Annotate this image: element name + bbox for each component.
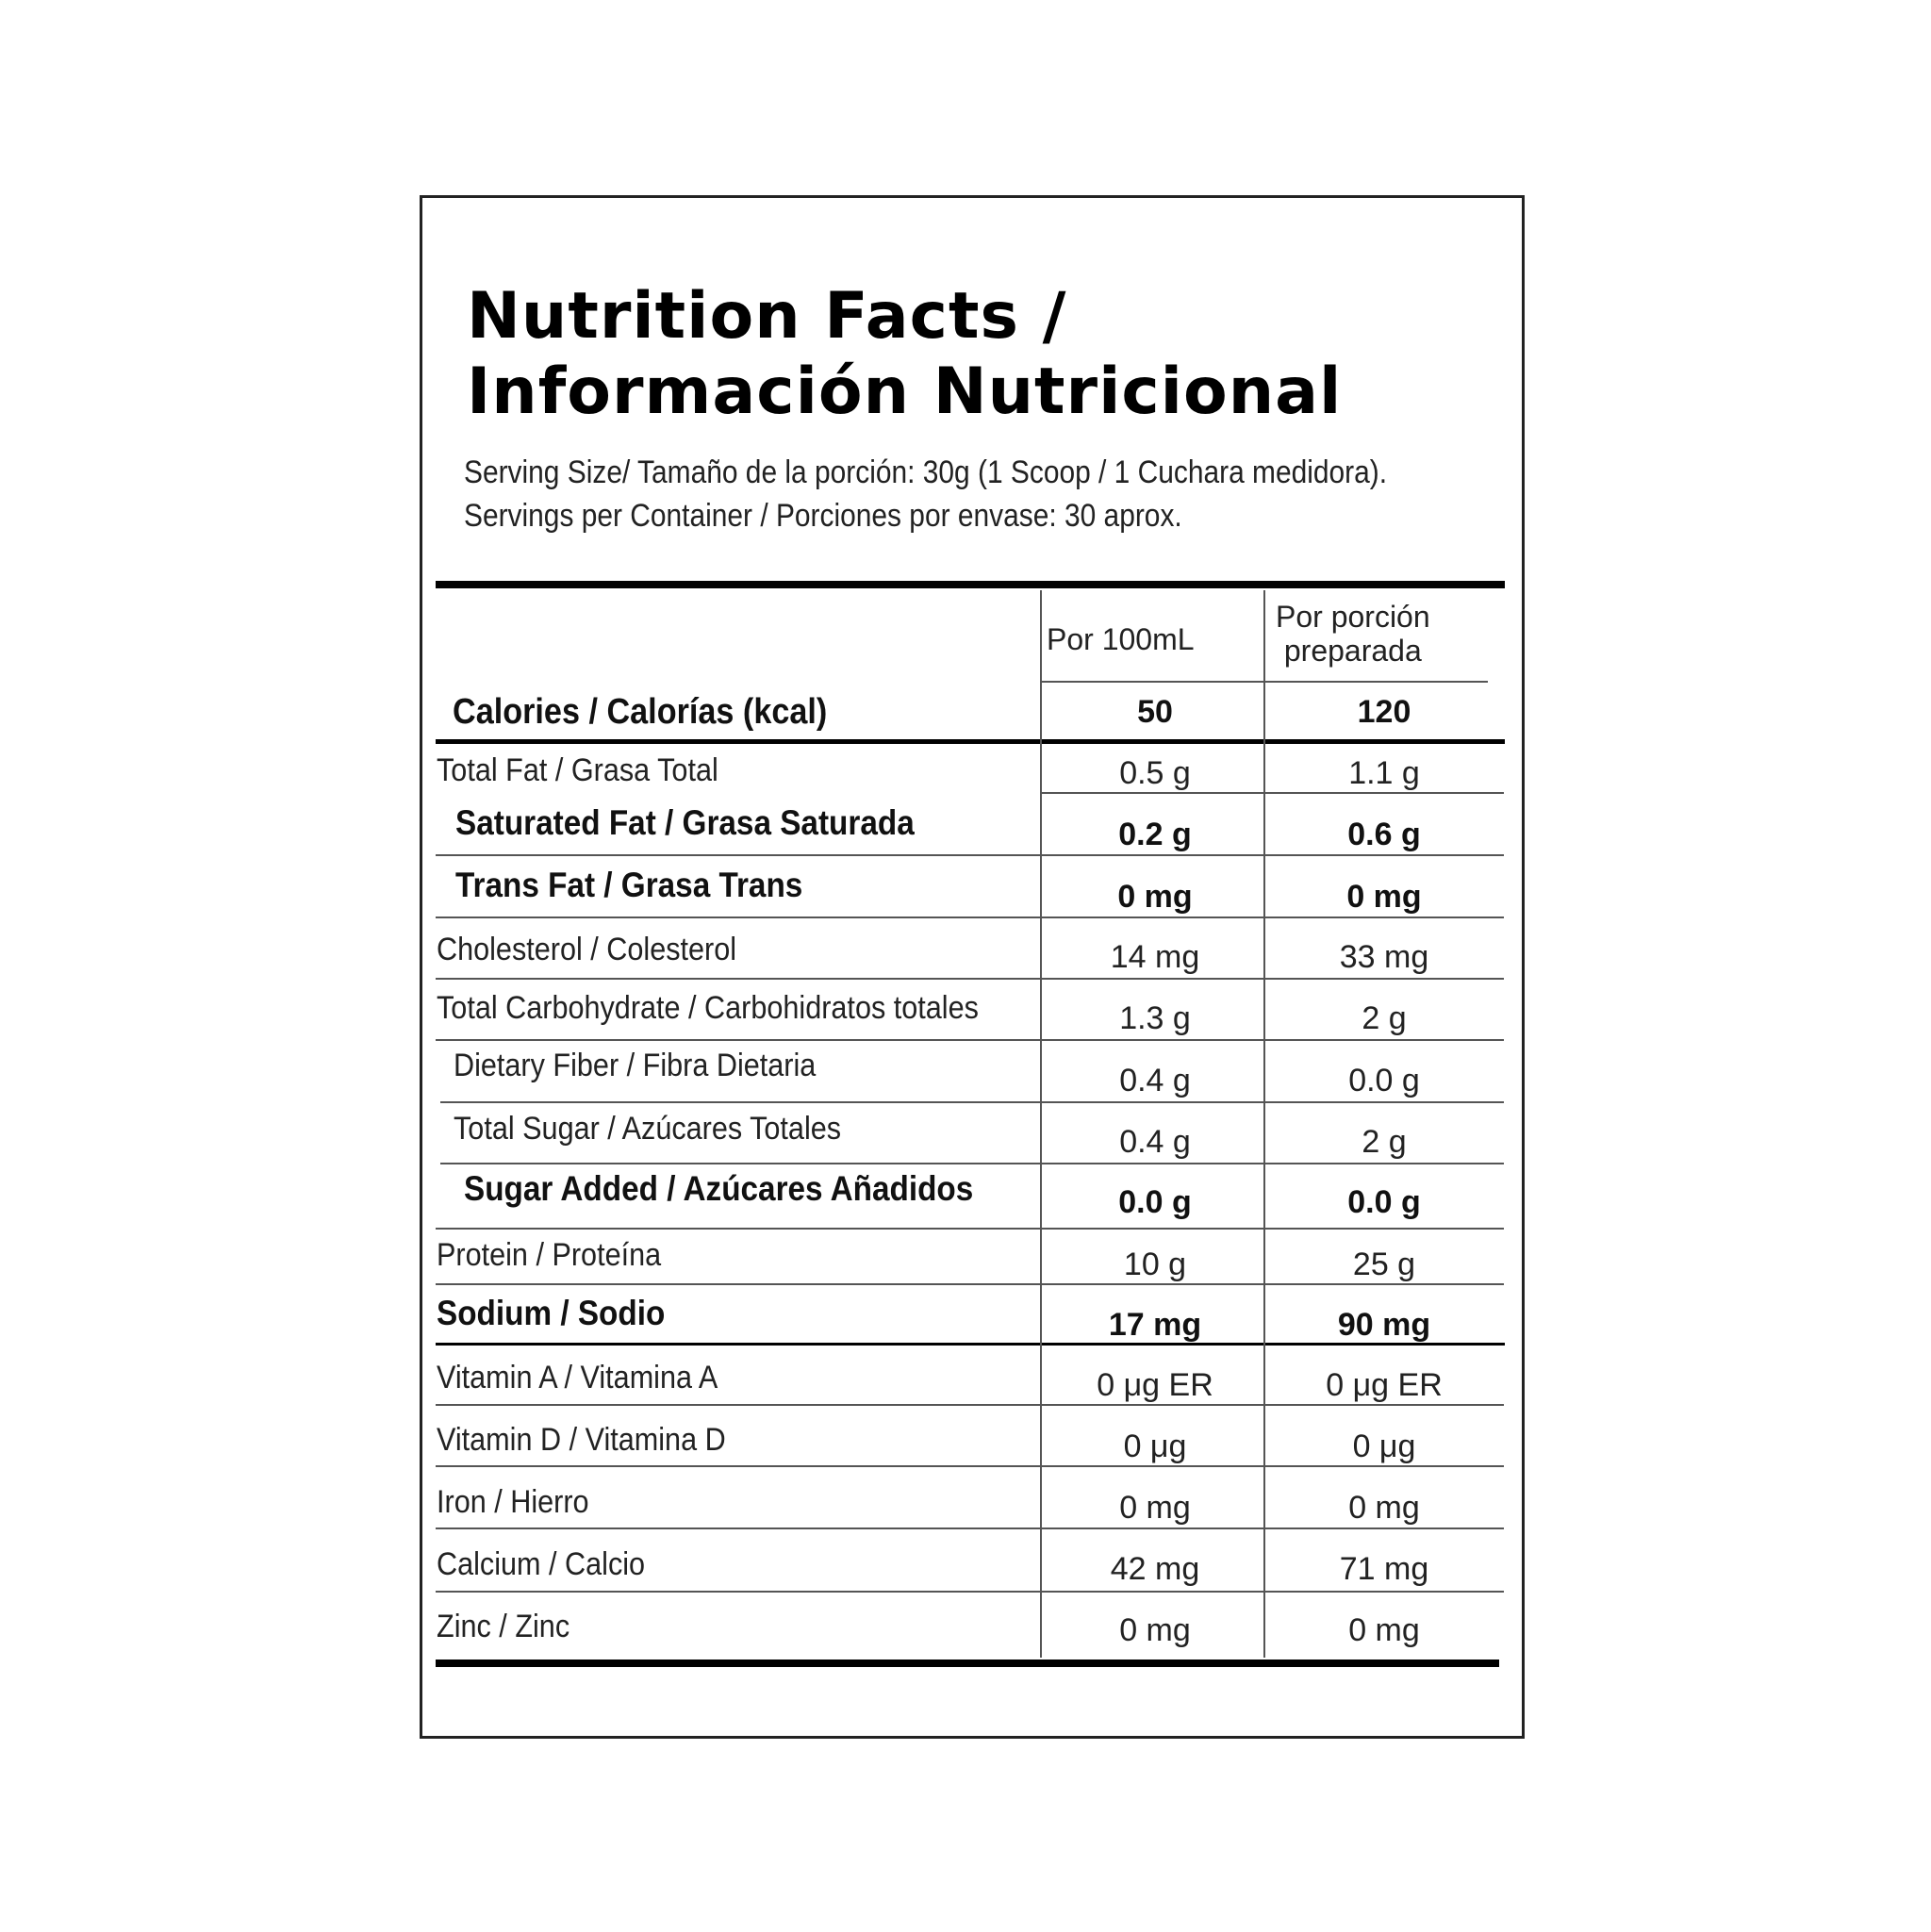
row-value-dietary-fiber-serving: 0.0 g [1348,1063,1420,1098]
title-line-2: Información Nutricional [467,355,1343,429]
row-value-sodium-serving: 90 mg [1337,1307,1431,1343]
per-serving-line-1: Por porción [1276,600,1430,634]
row-value-calories-serving: 120 [1357,694,1411,730]
row-label-total-sugar: Total Sugar / Azúcares Totales [454,1111,842,1147]
label-title [467,279,1342,430]
row-value-total-fat-serving: 1.1 g [1348,755,1420,791]
row-value-protein-100ml: 10 g [1123,1247,1187,1282]
row-value-sugar-added-100ml: 0.0 g [1118,1184,1192,1220]
row-value-saturated-fat-serving: 0.6 g [1347,817,1421,852]
serving-info [464,451,1387,537]
row-value-sugar-added-serving: 0.0 g [1347,1184,1421,1220]
row-value-total-carbohydrate-100ml: 1.3 g [1119,1000,1191,1036]
row-label-vitamin-a: Vitamin A / Vitamina A [437,1360,718,1395]
row-divider [1040,792,1504,794]
row-value-sodium-100ml: 17 mg [1108,1307,1202,1343]
column-header-per-serving [1276,600,1430,668]
column-header-per-100ml: Por 100mL [1047,622,1195,656]
row-label-sugar-added: Sugar Added / Azúcares Añadidos [464,1169,974,1208]
row-value-iron-serving: 0 mg [1348,1490,1420,1526]
row-value-total-fat-100ml: 0.5 g [1119,755,1191,791]
row-value-vitamin-a-serving: 0 μg ER [1326,1367,1443,1403]
row-divider [440,1101,1504,1103]
row-label-trans-fat: Trans Fat / Grasa Trans [455,866,803,904]
row-label-total-carbohydrate: Total Carbohydrate / Carbohidratos totales [437,990,979,1026]
row-label-dietary-fiber: Dietary Fiber / Fibra Dietaria [454,1048,817,1083]
calories-rule [436,739,1505,744]
row-divider [436,916,1504,918]
row-value-protein-serving: 25 g [1352,1247,1416,1282]
row-divider [436,1404,1504,1406]
column-divider-2 [1263,590,1265,1658]
row-label-vitamin-d: Vitamin D / Vitamina D [437,1422,726,1458]
row-label-total-fat: Total Fat / Grasa Total [437,752,718,788]
servings-per-container: Servings per Container / Porciones por envase: 30 aprox. [464,498,1182,534]
row-value-trans-fat-100ml: 0 mg [1117,879,1193,915]
column-divider-1 [1040,590,1042,1658]
row-label-sodium: Sodium / Sodio [437,1294,666,1332]
row-divider [436,1039,1504,1041]
row-divider [436,978,1504,980]
row-value-total-carbohydrate-serving: 2 g [1362,1000,1407,1036]
row-label-zinc: Zinc / Zinc [437,1609,570,1644]
row-value-vitamin-d-serving: 0 μg [1352,1428,1416,1464]
row-divider [440,1163,1504,1164]
per-serving-line-2: preparada [1283,634,1422,668]
row-divider [436,1283,1504,1285]
row-value-iron-100ml: 0 mg [1119,1490,1191,1526]
row-divider [436,854,1504,856]
row-value-saturated-fat-100ml: 0.2 g [1118,817,1192,852]
row-value-trans-fat-serving: 0 mg [1346,879,1422,915]
row-value-vitamin-a-100ml: 0 μg ER [1097,1367,1213,1403]
row-value-dietary-fiber-100ml: 0.4 g [1119,1063,1191,1098]
row-label-saturated-fat: Saturated Fat / Grasa Saturada [455,803,915,842]
row-label-iron: Iron / Hierro [437,1484,589,1520]
row-value-total-sugar-100ml: 0.4 g [1119,1124,1191,1160]
row-divider [436,1228,1504,1230]
row-value-calcium-serving: 71 mg [1339,1551,1429,1587]
row-label-calories: Calories / Calorías (kcal) [453,692,828,732]
top-thick-rule [436,581,1505,588]
row-divider [436,1527,1504,1529]
serving-size: Serving Size/ Tamaño de la porción: 30g (1 Scoop / 1 Cuchara medidora). [464,454,1388,490]
title-line-1: Nutrition Facts / [467,279,1067,354]
row-value-zinc-100ml: 0 mg [1119,1612,1191,1648]
row-value-cholesterol-100ml: 14 mg [1110,939,1200,975]
bottom-thick-rule [436,1660,1499,1667]
row-label-protein: Protein / Proteína [437,1237,662,1273]
header-underline [1040,681,1488,683]
row-value-calcium-100ml: 42 mg [1110,1551,1200,1587]
row-value-vitamin-d-100ml: 0 μg [1123,1428,1187,1464]
row-value-cholesterol-serving: 33 mg [1339,939,1429,975]
row-label-cholesterol: Cholesterol / Colesterol [437,932,737,967]
row-divider [436,1465,1504,1467]
row-value-zinc-serving: 0 mg [1348,1612,1420,1648]
row-divider [436,1591,1504,1593]
row-value-calories-100ml: 50 [1137,694,1173,730]
row-value-total-sugar-serving: 2 g [1362,1124,1407,1160]
row-label-calcium: Calcium / Calcio [437,1546,646,1582]
